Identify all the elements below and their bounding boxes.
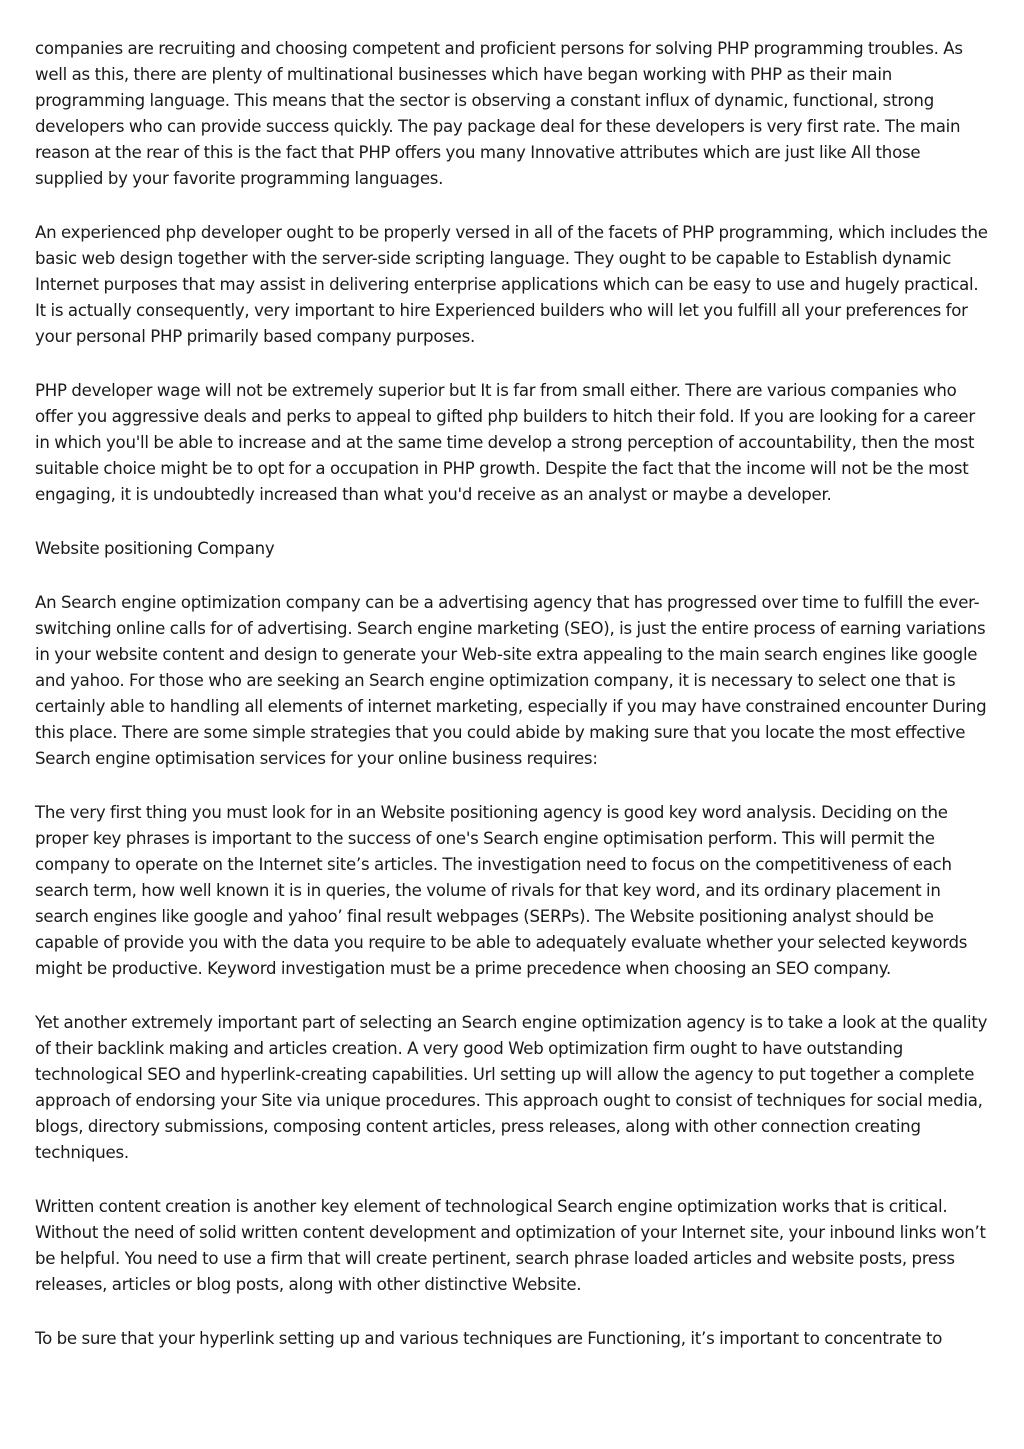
- paragraph-seo-company: An Search engine optimization company can be a advertising agency that has progressed over time to fulfill the ever-switching online calls for of advertising. Search engine marketing (SEO), is just the entire process of earning variations in your website content and design to generate your Web-site extra appealing to the main search engines like google and yahoo. For those who are seeking an Search engine optimization company, it is necessary to select one that is certainly able to handling all elements of internet marketing, especially if you may have constrained encounter During this place. There are some simple strategies that you could abide by making sure that you locate the most effective Search engine optimisation services for your online business requires:: [35, 593, 987, 768]
- section-heading: Website positioning Company: [35, 539, 275, 558]
- paragraph-php-recruiting: companies are recruiting and choosing competent and proficient persons for solving PHP programming troubles. As well as this, there are plenty of multinational businesses which have began working with PHP as their main programming language. This means that the sector is observing a constant influx of dynamic, functional, strong developers who can provide success quickly. The pay package deal for these developers is very first rate. The main reason at the rear of this is the fact that PHP offers you many Innovative attributes which are just like All those supplied by your favorite programming languages.: [35, 39, 963, 188]
- paragraph-keyword-analysis: The very first thing you must look for in an Website positioning agency is good key word analysis. Deciding on the proper key phrases is important to the success of one's Search engine optimisation perform. This will permit the company to operate on the Internet site’s articles. The investigation need to focus on the competitiveness of each search term, how well known it is in queries, the volume of rivals for that key word, and its ordinary placement in search engines like google and yahoo’ final result webpages (SERPs). The Website positioning analyst should be capable of provide you with the data you require to be able to adequately evaluate whether your selected keywords might be productive. Keyword investigation must be a prime precedence when choosing an SEO company.: [35, 803, 968, 978]
- paragraph-link-setup: To be sure that your hyperlink setting up and various techniques are Functioning, it’s important to concentrate to: [35, 1329, 943, 1349]
- paragraph-php-developer-skills: An experienced php developer ought to be properly versed in all of the facets of PHP programming, which includes the basic web design together with the server-side scripting language. They ought to be capable to Establish dynamic Internet purposes that may assist in delivering enterprise applications which can be easy to use and hugely practical. It is actually consequently, very important to hire Experienced builders who will let you fulfill all your preferences for your personal PHP primarily based company purposes.: [35, 222, 988, 346]
- paragraph-php-wage: PHP developer wage will not be extremely superior but It is far from small either. There are various companies who offer you aggressive deals and perks to appeal to gifted php builders to hitch their fold. If you are looking for a career in which you'll be able to increase and at the same time develop a strong perception of accountability, then the most suitable choice might be to opt for a occupation in PHP growth. Despite the fact that the income will not be the most engaging, it is undoubtedly increased than what you'd receive as an analyst or maybe a developer.: [35, 380, 975, 504]
- paragraph-backlink-making: Yet another extremely important part of selecting an Search engine optimization agency is to take a look at the quality of their backlink making and articles creation. A very good Web optimization firm ought to have outstanding technological SEO and hyperlink-creating capabilities. Url setting up will allow the agency to put together a complete approach of endorsing your Site via unique procedures. This approach ought to consist of techniques for social media, blogs, directory submissions, composing content articles, press releases, along with other connection creating techniques.: [35, 1013, 988, 1162]
- paragraph-content-creation: Written content creation is another key element of technological Search engine optimization works that is critical. Without the need of solid written content development and optimization of your Internet site, your inbound links won’t be helpful. You need to use a firm that will create pertinent, search phrase loaded articles and website posts, press releases, articles or blog posts, along with other distinctive Website.: [35, 1197, 986, 1294]
- document-page: [35, 36, 993, 1381]
